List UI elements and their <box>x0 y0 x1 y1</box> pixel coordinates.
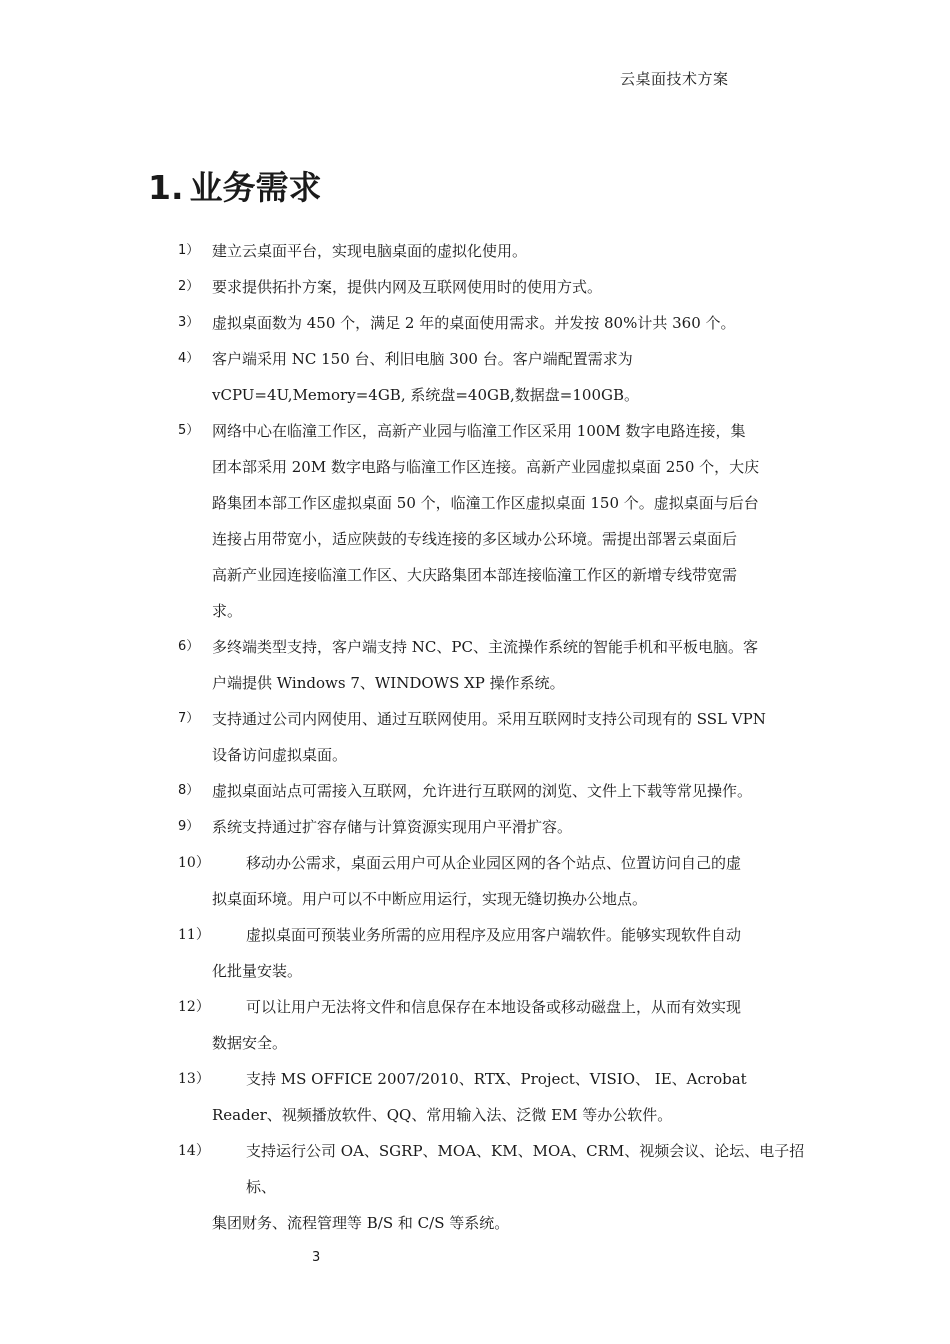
list-item-line: 求。 <box>212 602 243 620</box>
list-item-line: 支持运行公司 OA、SGRP、MOA、KM、MOA、CRM、视频会议、论坛、电子招标、 <box>246 1142 805 1196</box>
list-item-text <box>178 305 818 341</box>
list-item-line: 户端提供 Windows 7、WINDOWS XP 操作系统。 <box>212 674 565 692</box>
list-item-line: 客户端采用 NC 150 台、利旧电脑 300 台。客户端配置需求为 <box>212 350 633 368</box>
list-item <box>178 701 818 773</box>
list-item-line: 设备访问虚拟桌面。 <box>212 746 348 764</box>
list-item-text <box>178 269 818 305</box>
list-item <box>178 1133 818 1241</box>
list-item-marker: 2） <box>178 279 200 294</box>
list-item-line: 可以让用户无法将文件和信息保存在本地设备或移动磁盘上，从而有效实现 <box>246 998 742 1016</box>
list-item-marker: 6） <box>178 639 200 654</box>
section-title: 业务需求 <box>189 168 322 207</box>
list-item-line: 集团财务、流程管理等 B/S 和 C/S 等系统。 <box>212 1214 510 1232</box>
list-item-marker: 10） <box>178 855 210 871</box>
list-item-text <box>178 773 818 809</box>
list-item-text <box>178 989 818 1061</box>
list-item-text <box>178 917 818 989</box>
list-item-line: 网络中心在临潼工作区，高新产业园与临潼工作区采用 100M 数字电路连接，集 <box>212 422 746 440</box>
list-item-text <box>178 701 818 773</box>
list-item-text <box>178 1061 818 1133</box>
list-item <box>178 629 818 701</box>
list-item-marker: 8） <box>178 783 200 798</box>
list-item-marker: 14） <box>178 1143 210 1159</box>
list-item-line: 虚拟桌面数为 450 个，满足 2 年的桌面使用需求。并发按 80%计共 360 个。 <box>212 314 736 332</box>
list-item-marker: 11） <box>178 927 210 943</box>
list-item-marker: 3） <box>178 315 200 330</box>
list-item-text <box>178 809 818 845</box>
list-item-line: 虚拟桌面站点可需接入互联网，允许进行互联网的浏览、文件上下载等常见操作。 <box>212 782 753 800</box>
list-item-line: 数据安全。 <box>212 1034 288 1052</box>
list-item-line: 系统支持通过扩容存储与计算资源实现用户平滑扩容。 <box>212 818 573 836</box>
list-item-marker: 7） <box>178 711 200 726</box>
list-item-line: 要求提供拓扑方案，提供内网及互联网使用时的使用方式。 <box>212 278 603 296</box>
list-item <box>178 917 818 989</box>
list-item-line: 支持通过公司内网使用、通过互联网使用。采用互联网时支持公司现有的 SSL VPN <box>212 710 766 728</box>
list-item-marker: 5） <box>178 423 200 438</box>
list-item-marker: 12） <box>178 999 210 1015</box>
list-item-line: Reader、视频播放软件、QQ、常用输入法、泛微 EM 等办公软件。 <box>212 1106 673 1124</box>
list-item-text <box>178 233 818 269</box>
list-item <box>178 1061 818 1133</box>
page-number: 3 <box>312 1250 321 1265</box>
list-item-line: 建立云桌面平台，实现电脑桌面的虚拟化使用。 <box>212 242 528 260</box>
list-item-line: 团本部采用 20M 数字电路与临潼工作区连接。高新产业园虚拟桌面 250 个，大庆 <box>212 458 760 476</box>
list-item-text <box>178 845 818 917</box>
list-item <box>178 269 818 305</box>
list-item-line: 支持 MS OFFICE 2007/2010、RTX、Project、VISIO、 IE、Acrobat <box>246 1070 747 1088</box>
list-item-marker: 4） <box>178 351 200 366</box>
list-item-marker: 9） <box>178 819 200 834</box>
list-item-line: 多终端类型支持，客户端支持 NC、PC、主流操作系统的智能手机和平板电脑。客 <box>212 638 758 656</box>
list-item-line: 拟桌面环境。用户可以不中断应用运行，实现无缝切换办公地点。 <box>212 890 648 908</box>
list-item-line: 移动办公需求，桌面云用户可从企业园区网的各个站点、位置访问自己的虚 <box>246 854 742 872</box>
list-item <box>178 341 818 413</box>
list-item <box>178 305 818 341</box>
requirements-list <box>178 233 818 1241</box>
list-item <box>178 845 818 917</box>
list-item-text <box>178 629 818 701</box>
header-title: 云桌面技术方案 <box>620 70 729 88</box>
list-item-line: 路集团本部工作区虚拟桌面 50 个，临潼工作区虚拟桌面 150 个。虚拟桌面与后台 <box>212 494 759 512</box>
list-item-text <box>178 1133 818 1241</box>
list-item-text <box>178 341 818 413</box>
list-item-line: 高新产业园连接临潼工作区、大庆路集团本部连接临潼工作区的新增专线带宽需 <box>212 566 738 584</box>
section-number: 1. <box>148 168 184 207</box>
list-item <box>178 989 818 1061</box>
list-item-line: 连接占用带宽小，适应陕鼓的专线连接的多区域办公环境。需提出部署云桌面后 <box>212 530 738 548</box>
list-item-line: 化批量安装。 <box>212 962 303 980</box>
list-item-line: vCPU=4U,Memory=4GB, 系统盘=40GB,数据盘=100GB。 <box>212 386 639 404</box>
list-item-line: 虚拟桌面可预装业务所需的应用程序及应用客户端软件。能够实现软件自动 <box>246 926 742 944</box>
list-item-marker: 1） <box>178 243 200 258</box>
list-item <box>178 773 818 809</box>
list-item-text <box>178 413 818 629</box>
list-item <box>178 413 818 629</box>
list-item-marker: 13） <box>178 1071 210 1087</box>
list-item <box>178 233 818 269</box>
list-item <box>178 809 818 845</box>
section-heading <box>148 162 322 209</box>
